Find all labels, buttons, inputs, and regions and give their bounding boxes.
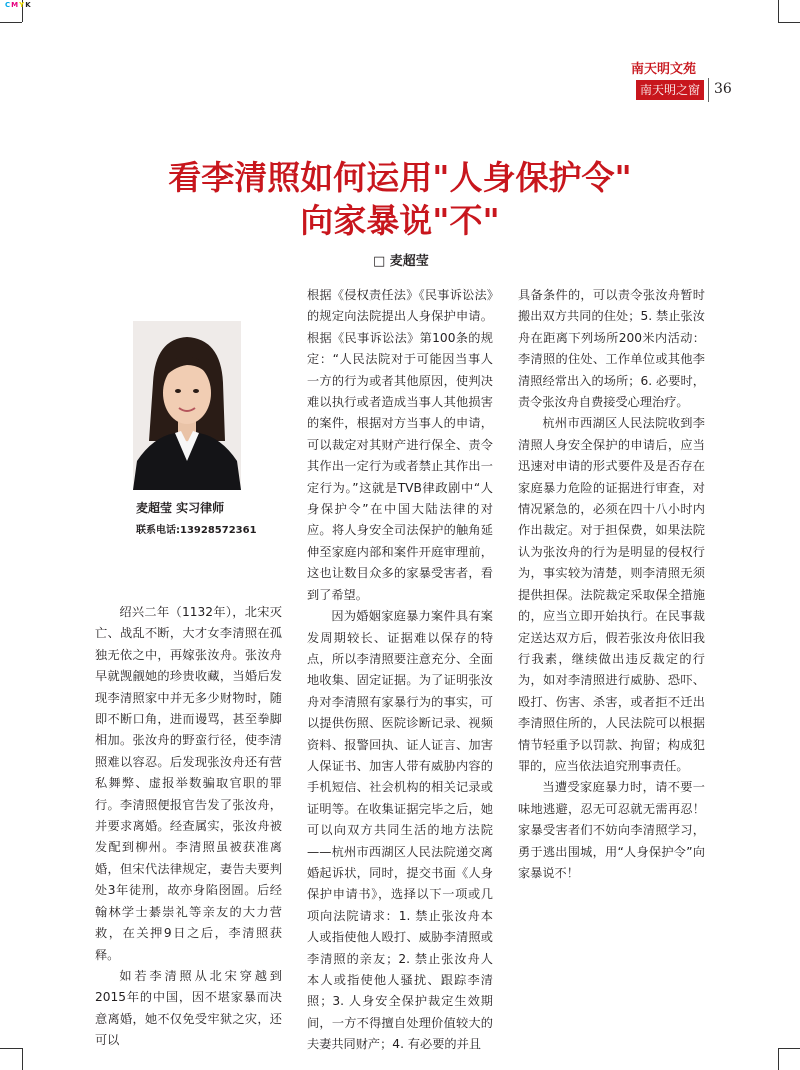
paragraph: 杭州市西湖区人民法院收到李清照人身安全保护的申请后，应当迅速对申请的形式要件及是否存在家庭暴力危险的证据进行审查，对情况紧急的，必须在四十八小时内作出裁定。对于担保费，如果法院认为张汝舟的行为是明显的侵权行为，事实较为清楚，则李清照无须提供担保。法院裁定采取保全措施的，应当立即开始执行。在民事裁定送达双方后，假若张汝舟依旧我行我素，继续做出违反裁定的行为，如对李清照进行威胁、恐吓、殴打、伤害、杀害，或者拒不迁出李清照住所的，人民法院可以根据情节轻重予以罚款、拘留；构成犯罪的，应当依法追究刑事责任。: [518, 416, 705, 773]
crop-mark: [778, 1048, 779, 1070]
crop-mark: [22, 1048, 23, 1070]
header-divider: [708, 78, 709, 102]
paragraph: 根据《侵权责任法》《民事诉讼法》的规定向法院提出人身保护申请。根据《民事诉讼法》第100条的规定：“人民法院对于可能因当事人一方的行为或者其他原因，使判决难以执行或者造成当事人其他损害的案件，根据对方当事人的申请，可以裁定对其财产进行保全、责令其作出一定行为或者禁止其作出一定行为。”这就是TVB律政剧中“人身保护令”在中国大陆法律的对应。将人身安全司法保护的触角延伸至家庭内部和案件开庭审理前，这也让数目众多的家暴受害者，看到了希望。: [307, 288, 493, 602]
paragraph: 绍兴二年（1132年），北宋灭亡、战乱不断，大才女李清照在孤独无依之中，再嫁张汝舟。张汝舟早就觊觎她的珍贵收藏，当婚后发现李清照家中并无多少财物时，随即不断口角，进而谩骂，甚至拳脚相加。张汝舟的野蛮行径，使李清照难以容忍。后发现张汝舟还有营私舞弊、虚报举数骗取官职的罪行。李清照便报官告发了张汝舟，并要求离婚。经查属实，张汝舟被发配到柳州。李清照虽被获准离婚，但宋代法律规定，妻告夫要判处3年徒刑，故亦身陷囹圄。后经翰林学士綦崇礼等亲友的大力营救，在关押9日之后，李清照获释。: [95, 605, 282, 962]
crop-mark: [0, 22, 22, 23]
author-caption: 麦超莹 实习律师: [136, 501, 225, 515]
article-title-line2: 向家暴说"不": [300, 201, 500, 240]
paragraph: 因为婚姻家庭暴力案件具有案发周期较长、证据难以保存的特点，所以李清照要注意充分、全面地收集、固定证据。为了证明张汝舟对李清照有家暴行为的事实，可以提供伤照、医院诊断记录、视频资料、报警回执、证人证言、加害人保证书、加害人带有威胁内容的手机短信、社会机构的相关记录或证明等。在收集证据完毕之后，她可以向双方共同生活的地方法院——杭州市西湖区人民法院递交离婚起诉状，同时，提交书面《人身保护申请书》，选择以下一项或几项向法院请求：1. 禁止张汝舟本人或指使他人殴打、威胁李清照或李清照的亲友；2. 禁止张汝舟人本人或指使他人骚扰、跟踪李清照；3. 人身安全保护裁定生效期间，一方不得擅自处理价值较大的夫妻共同财产；4. 有必要的并且: [307, 609, 493, 1052]
author-photo: [133, 321, 241, 490]
magazine-brand: 南天明文苑: [630, 62, 696, 77]
article-column-2: [307, 285, 493, 1056]
paragraph: 当遭受家庭暴力时，请不要一味地逃避，忍无可忍就无需再忍！家暴受害者们不妨向李清照学习，勇于逃出围城，用“人身保护令”向家暴说不！: [518, 780, 705, 880]
byline: □ 麦超莹: [373, 254, 429, 269]
paragraph: 如若李清照从北宋穿越到2015年的中国，因不堪家暴而决意离婚，她不仅免受牢狱之灾，还可以: [95, 968, 282, 1048]
author-contact: 联系电话:13928572361: [136, 525, 257, 536]
crop-mark: [778, 0, 779, 22]
crop-mark: [778, 22, 800, 23]
paragraph: 具备条件的，可以责令张汝舟暂时搬出双方共同的住处；5. 禁止张汝舟在距离下列场所200米内活动：李清照的住处、工作单位或其他李清照经常出入的场所；6. 必要时，责令张汝舟自费接受心理治疗。: [518, 288, 705, 410]
article-title-line1: 看李清照如何运用"人身保护令": [168, 158, 632, 197]
crop-mark: [0, 1048, 22, 1049]
cmyk-registration: CMYK: [5, 1, 32, 9]
crop-mark: [778, 1048, 800, 1049]
page-number: 36: [714, 81, 732, 97]
section-tag: 南天明之窗: [636, 80, 704, 100]
article-column-1: [95, 602, 282, 1052]
article-column-3: [518, 285, 705, 884]
